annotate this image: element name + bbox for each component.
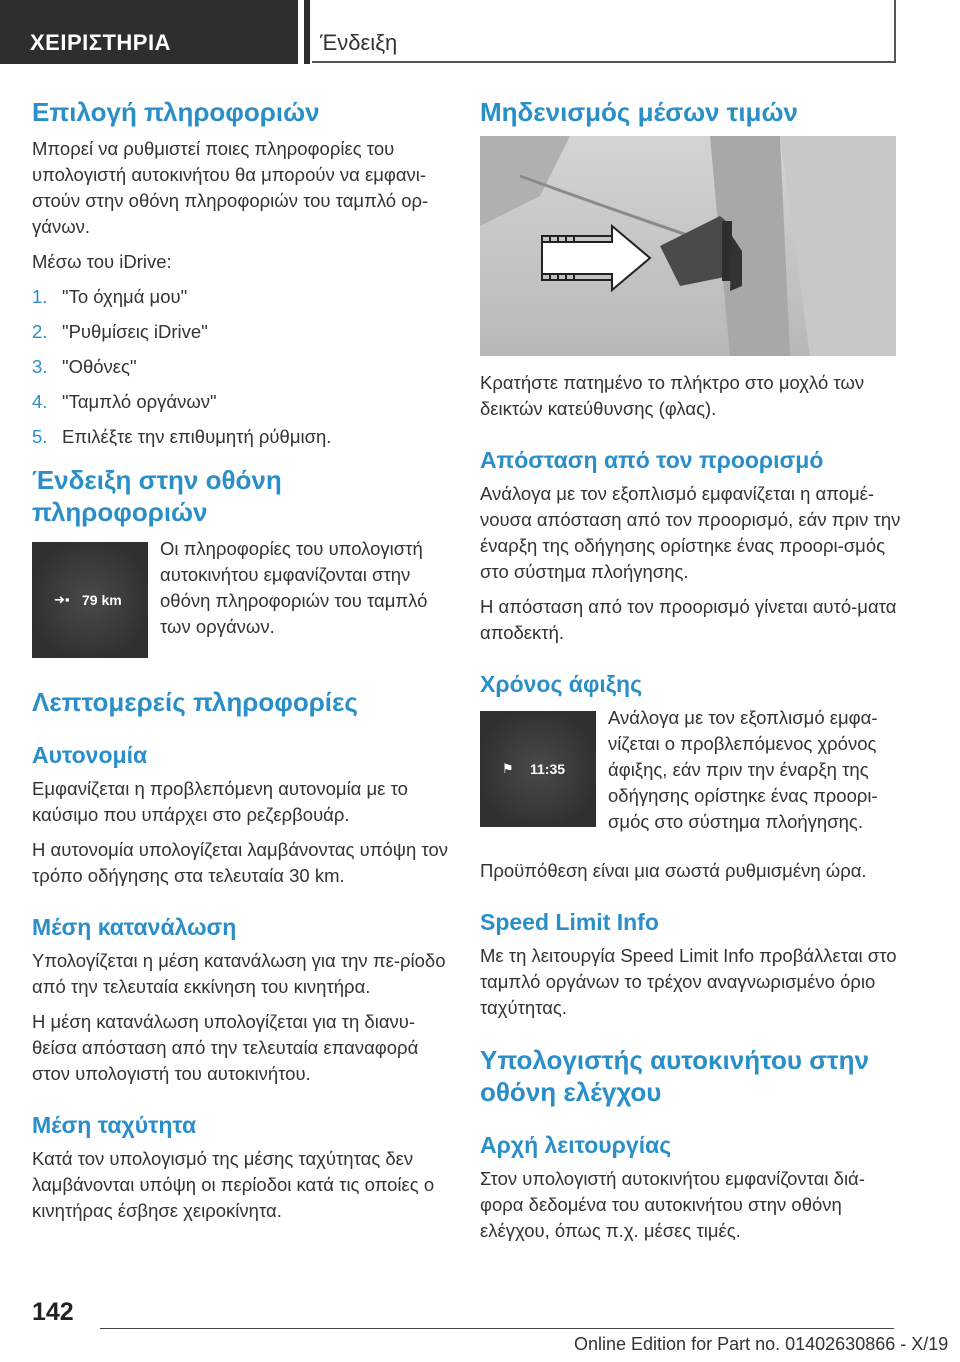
heading-range: Αυτονομία [32,742,148,768]
heading-control-display: Υπολογιστής αυτοκινήτου στην οθόνη ελέγχου [480,1045,869,1107]
paragraph: Κατά τον υπολογισμό της μέσης ταχύτητας δεν λαμβάνονται υπόψη οι περίοδοι κατά τις οποίες ο κινητήρας έσβησε χειροκίνητα. [32,1148,435,1221]
steps-list [32,284,457,450]
left-column [32,96,457,1233]
page-number: 142 [32,1298,74,1326]
chapter-title: Ένδειξη [320,30,398,55]
chapter-tab [312,0,896,63]
paragraph: Ανάλογα με τον εξοπλισμό εμφα-νίζεται ο προβλεπόμενος χρόνος άφιξης, εάν πριν την έναρξη της οδήγησης ορίστηκε ένας προορι-σμός στο σύστημα πλοήγησης. [608,707,878,832]
step-text: "Ρυθμίσεις iDrive" [62,321,208,342]
paragraph: Οι πληροφορίες του υπολογιστή αυτοκινήτου εμφανίζονται στην οθόνη πληροφοριών του ταμπλό των οργάνων. [160,538,428,637]
arrival-display-image [480,711,596,827]
step-number: 3. [32,356,48,377]
paragraph: Εμφανίζεται η προβλεπόμενη αυτονομία με το καύσιμο που υπάρχει στο ρεζερβουάρ. [32,778,408,825]
heading-info-select: Επιλογή πληροφοριών [32,97,320,127]
step-number: 2. [32,321,48,342]
heading-distance: Απόσταση από τον προορισμό [480,447,824,473]
right-column [480,96,905,1253]
step-number: 4. [32,391,48,412]
list-item [32,284,457,310]
tab-separator [304,0,310,64]
paragraph: Κρατήστε πατημένο το πλήκτρο στο μοχλό των δεικτών κατεύθυνσης (φλας). [480,372,865,419]
step-number: 5. [32,426,48,447]
paragraph: Μέσω του iDrive: [32,251,172,272]
heading-speed-limit-info: Speed Limit Info [480,909,659,935]
paragraph: Με τη λειτουργία Speed Limit Info προβάλλεται στο ταμπλό οργάνων το τρέχον αναγνωρισμένο όριο ταχύτητας. [480,945,897,1018]
heading-reset: Μηδενισμός μέσων τιμών [480,97,798,127]
paragraph: Στον υπολογιστή αυτοκινήτου εμφανίζονται διά-φορα δεδομένα του αυτοκινήτου στην οθόνη ελέγχου, όπως π.χ. μέσες τιμές. [480,1168,865,1241]
edition-note: Online Edition for Part no. 01402630866 - X/19 [574,1334,949,1354]
list-item [32,319,457,345]
lever-illustration [480,136,896,356]
step-text: "Το όχημά μου" [62,286,188,307]
flag-icon: ⚑ [502,761,514,776]
step-number: 1. [32,286,48,307]
paragraph: Η μέση κατανάλωση υπολογίζεται για τη διανυ-θείσα απόσταση από την τελευταία επαναφορά στον υπολογιστή του αυτοκινήτου. [32,1011,419,1084]
page-header [0,0,960,66]
heading-display: Ένδειξη στην οθόνη πληροφοριών [32,465,282,527]
list-item [32,354,457,380]
paragraph: Ανάλογα με τον εξοπλισμό εμφανίζεται η απομέ-νουσα απόσταση από τον προορισμό, εάν πριν την έναρξη της οδήγησης ορίστηκε ένας προορι-σμός στο σύστημα πλοήγησης. [480,483,901,582]
heading-principle: Αρχή λειτουργίας [480,1132,672,1158]
step-text: "Ταμπλό οργάνων" [62,391,217,412]
paragraph: Μπορεί να ρυθμιστεί ποιες πληροφορίες του υπολογιστή αυτοκινήτου θα μπορούν να εμφανι-στούν στην οθόνη πληροφοριών του ταμπλό ορ-γάνων. [32,138,429,237]
arrival-time-value: 11:35 [530,761,566,777]
paragraph: Προϋπόθεση είναι μια σωστά ρυθμισμένη ώρα. [480,860,867,881]
heading-avg-consumption: Μέση κατανάλωση [32,914,237,940]
arrival-figure-row [480,705,905,844]
footer-divider [100,1328,894,1329]
section-title: ΧΕΙΡΙΣΤΗΡΙΑ [30,30,171,55]
turn-signal-lever-photo [480,136,896,356]
paragraph: Η απόσταση από τον προορισμό γίνεται αυτό-ματα αποδεκτή. [480,596,897,643]
list-item [32,389,457,415]
paragraph: Υπολογίζεται η μέση κατανάλωση για την πε-ρίοδο από την τελευταία εκκίνηση του κινητήρα. [32,950,446,997]
range-value: 79 km [82,592,122,608]
heading-avg-speed: Μέση ταχύτητα [32,1112,197,1138]
step-text: Επιλέξτε την επιθυμητή ρύθμιση. [62,426,332,447]
step-text: "Οθόνες" [62,356,137,377]
range-display-image [32,542,148,658]
list-item [32,424,457,450]
heading-details: Λεπτομερείς πληροφορίες [32,687,358,717]
heading-arrival: Χρόνος άφιξης [480,671,643,697]
fuel-range-icon: ➜▪ [54,592,70,607]
range-figure-row [32,536,457,658]
paragraph: Η αυτονομία υπολογίζεται λαμβάνοντας υπόψη τον τρόπο οδήγησης στα τελευταία 30 km. [32,839,448,886]
section-tab [0,0,298,64]
